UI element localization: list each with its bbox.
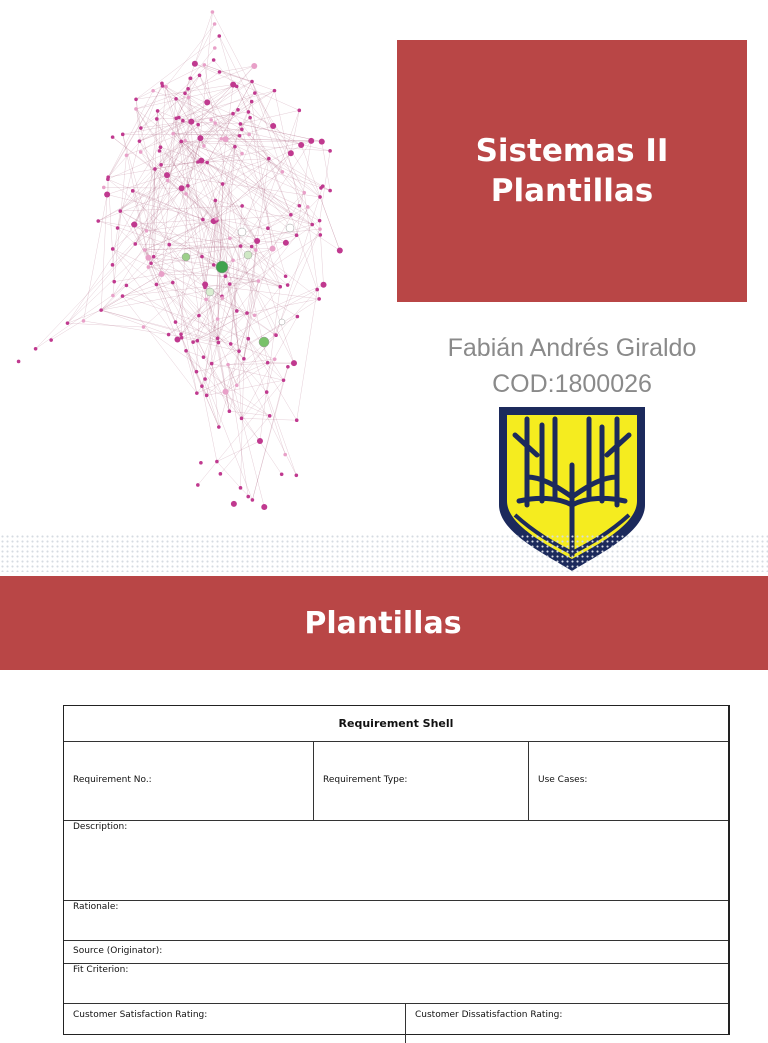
title-line-2: Plantillas — [491, 171, 653, 211]
banner-title: Plantillas — [304, 606, 461, 641]
source-label: Source (Originator): — [73, 946, 162, 956]
title-line-1: Sistemas II — [476, 131, 669, 171]
author-block — [397, 330, 747, 402]
fit-criterion-label: Fit Criterion: — [73, 965, 128, 975]
requirement-shell-title: Requirement Shell — [64, 706, 728, 741]
use-cases-label: Use Cases: — [538, 775, 587, 785]
rationale-label: Rationale: — [73, 902, 118, 912]
description-label: Description: — [73, 822, 127, 832]
title-box — [397, 40, 747, 302]
author-name: Fabián Andrés Giraldo — [397, 330, 747, 366]
author-code: COD:1800026 — [397, 366, 747, 402]
section-banner — [0, 576, 768, 670]
requirement-no-label: Requirement No.: — [73, 775, 152, 785]
requirement-type-label: Requirement Type: — [323, 775, 407, 785]
requirement-shell-form — [63, 705, 730, 1035]
dotted-divider — [0, 534, 768, 572]
customer-dissatisfaction-label: Customer Dissatisfaction Rating: — [415, 1010, 562, 1020]
network-graph-illustration — [0, 0, 400, 530]
customer-satisfaction-label: Customer Satisfaction Rating: — [73, 1010, 207, 1020]
